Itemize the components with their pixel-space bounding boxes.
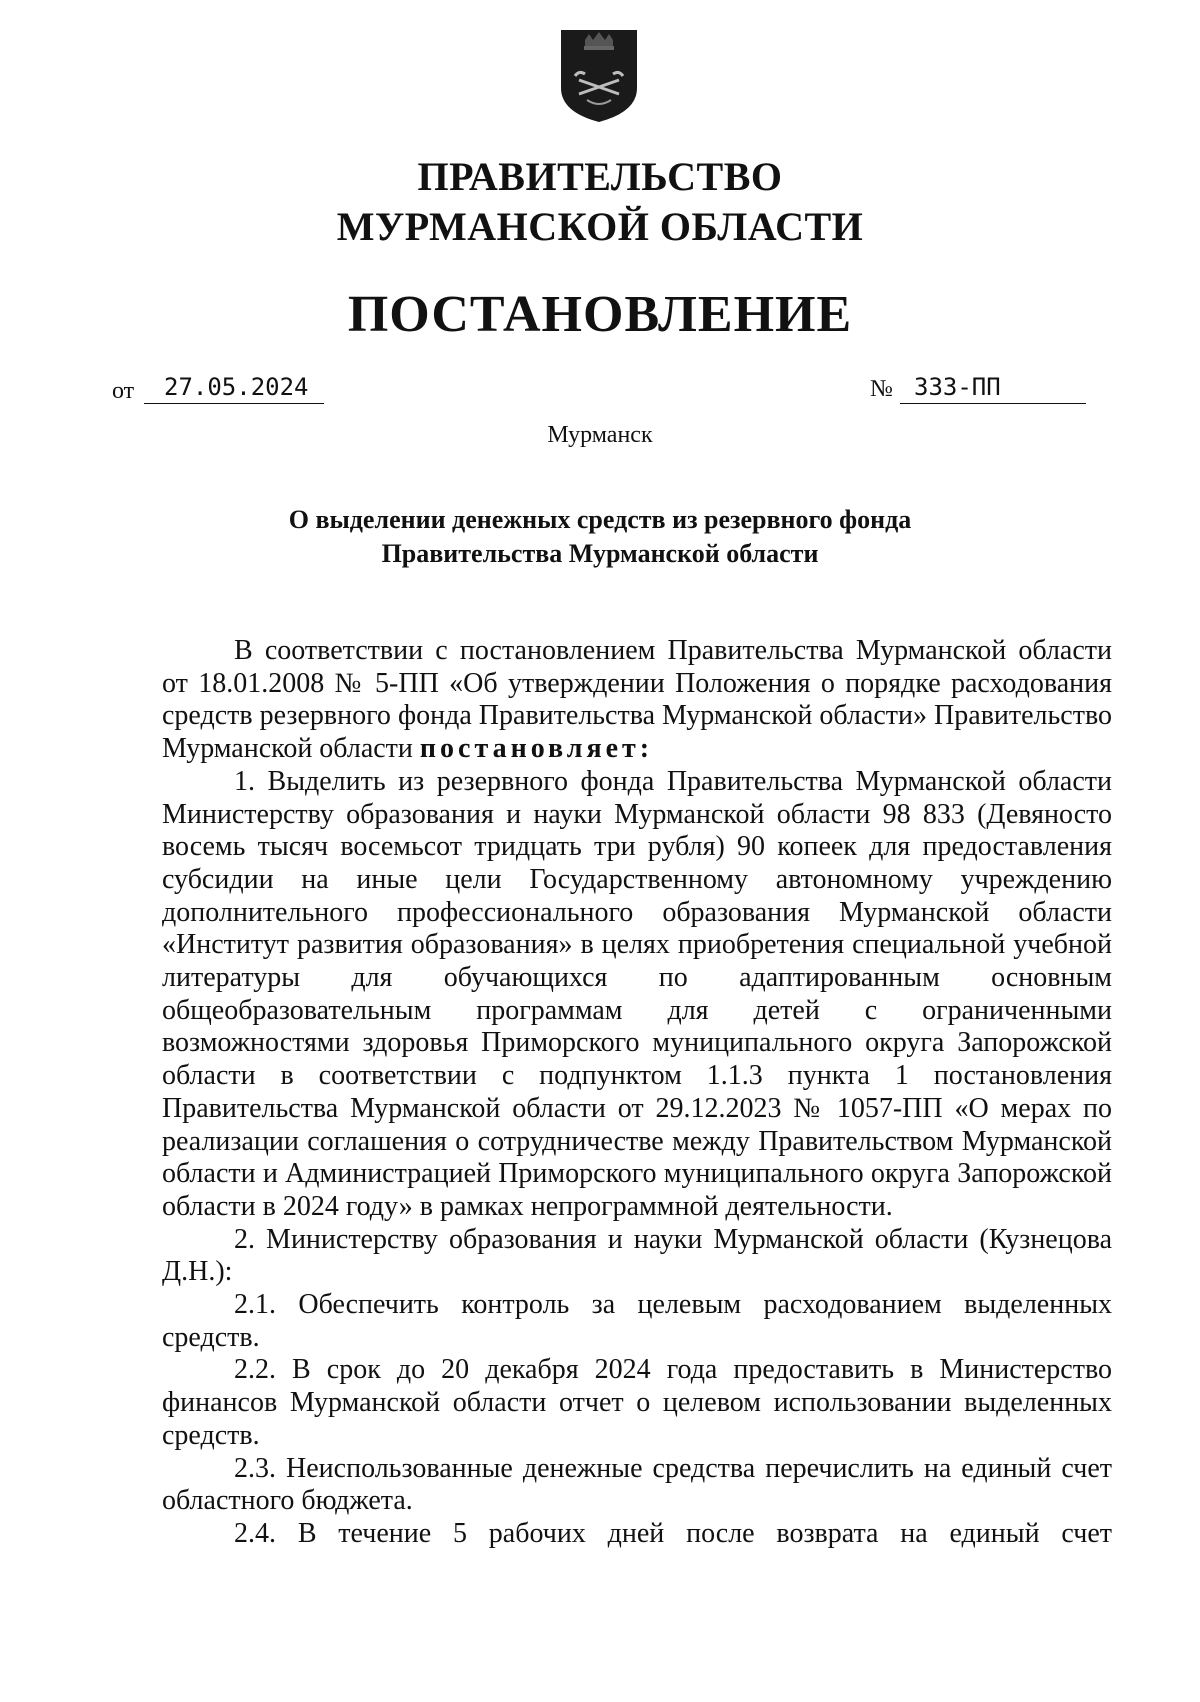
- paragraph-2-1: 2.1. Обеспечить контроль за целевым расходованием выделенных средств.: [162, 1289, 1112, 1353]
- paragraph-1: 1. Выделить из резервного фонда Правительства Мурманской области Министерству образования и науки Мурманской области 98 833 (Девяносто восемь тысяч восемьсот тридцать три рубля) 90 копеек для предоставления субсидии на иные цели Государственному автономному учреждению дополнительного профессионального образования Мурманской области «Институт развития образования» в целях приобретения специальной учебной литературы для обучающихся по адаптированным основным общеобразовательным программам для детей с ограниченными возможностями здоровья Приморского муниципального округа Запорожской области в соответствии с подпунктом 1.1.3 пункта 1 постановления Правительства Мурманской области от 29.12.2023 № 1057-ПП «О мерах по реализации соглашения о сотрудничестве между Правительством Мурманской области и Администрацией Приморского муниципального округа Запорожской области в 2024 году» в рамках непрограммной деятельности.: [162, 765, 1112, 1222]
- paragraph-2-4: 2.4. В течение 5 рабочих дней после возврата на единый счет: [234, 1517, 1112, 1549]
- document-number: 333-ПП: [900, 370, 1086, 404]
- paragraph-2-2: 2.2. В срок до 20 декабря 2024 года предоставить в Министерство финансов Мурманской области отчет о целевом использовании выделенных средств.: [162, 1354, 1112, 1451]
- preamble-verb: постановляет:: [419, 733, 654, 765]
- number-label: №: [870, 376, 893, 402]
- document-subject: [0, 503, 1200, 571]
- document-type-title: ПОСТАНОВЛЕНИЕ: [347, 286, 853, 343]
- org-title-line1: ПРАВИТЕЛЬСТВО: [417, 154, 783, 199]
- subject-line1: О выделении денежных средств из резервного фонда: [288, 505, 912, 534]
- coat-of-arms-icon: [557, 26, 641, 124]
- subject-line2: Правительства Мурманской области: [381, 539, 819, 568]
- paragraph-2-3: 2.3. Неиспользованные денежные средства перечислить на единый счет областного бюджета.: [162, 1452, 1112, 1517]
- document-date: 27.05.2024: [144, 370, 324, 404]
- preamble-text: В соответствии с постановлением Правительства Мурманской области от 18.01.2008 № 5-ПП «Об утверждении Положения о порядке расходования средств резервного фонда Правительства Мурманской области» Правительство Мурманской области: [162, 635, 1112, 765]
- document-body: [162, 635, 1112, 1551]
- paragraph-2: 2. Министерству образования и науки Мурманской области (Кузнецова Д.Н.):: [162, 1223, 1112, 1288]
- org-title-line2: МУРМАНСКОЙ ОБЛАСТИ: [336, 204, 864, 249]
- preamble-paragraph: [162, 635, 1112, 766]
- date-label: от: [112, 378, 135, 404]
- city-name: Мурманск: [547, 422, 653, 448]
